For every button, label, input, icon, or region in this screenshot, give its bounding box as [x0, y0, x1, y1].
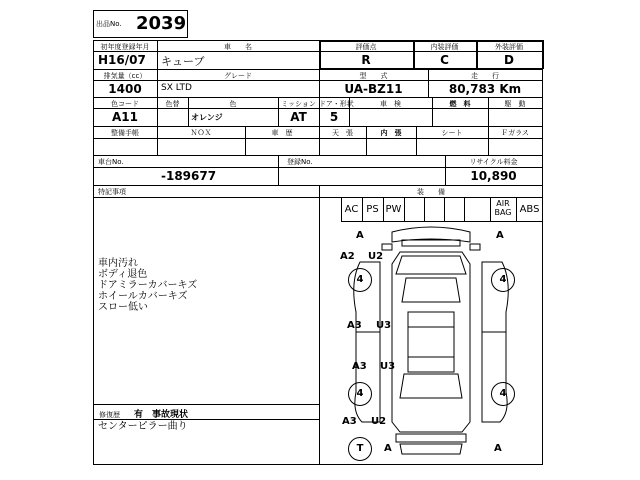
color-value: オレンジ: [191, 113, 223, 122]
first-reg-value: H16/07: [98, 53, 146, 67]
exterior-value: D: [504, 53, 514, 67]
tire-front-left: 4: [348, 268, 372, 292]
interior-lining-label: 内 張: [380, 129, 402, 137]
drive-label: 駆 動: [504, 100, 526, 108]
mileage-label: 走 行: [471, 72, 499, 80]
capacity-label: 車 検: [380, 100, 401, 108]
note-line: ドアミラーカバーキズ: [98, 280, 198, 291]
car-name-value: キューブ: [161, 55, 205, 68]
model-value: UA-BZ11: [344, 82, 403, 96]
exterior-label: 外装評価: [495, 43, 523, 51]
chassis-label: 車台No.: [98, 158, 124, 166]
repair-label: 修復歴: [99, 411, 120, 419]
color-code-value: A11: [112, 110, 138, 124]
repair-notes: センターピラー曲り: [98, 421, 188, 432]
note-line: ホイールカバーキズ: [98, 291, 188, 302]
car-name-label: 車 名: [224, 43, 252, 51]
manual-label: 整備手帳: [111, 129, 139, 137]
registration-label: 登録No.: [287, 158, 313, 166]
interior-value: C: [440, 53, 449, 67]
model-label: 型 式: [359, 72, 388, 80]
mileage-value: 80,783 Km: [448, 82, 522, 96]
interior-label: 内装評価: [430, 43, 459, 51]
repair-value: 有 事故現状: [134, 410, 189, 420]
lot-number: 2039: [136, 13, 187, 34]
f-glass-label: Ｆガラス: [501, 129, 529, 137]
damage-a2: A2: [340, 251, 355, 262]
damage-a3-1: A3: [347, 320, 362, 331]
transmission-label: ミッション: [281, 100, 316, 108]
history-label: 車 歴: [271, 129, 293, 137]
displacement-value: 1400: [108, 82, 142, 96]
damage-a3-2: A3: [352, 361, 367, 372]
trunk-marker: T: [348, 437, 372, 461]
note-line: ボディ退色: [98, 269, 148, 280]
equipment-label: 装 備: [417, 188, 445, 196]
equip-ac: AC: [344, 204, 359, 215]
lot-label: 出品No.: [96, 20, 122, 28]
damage-u3-2: U3: [380, 361, 396, 372]
damage-u3-1: U3: [376, 320, 392, 331]
damage-rear-a1: A: [384, 443, 392, 454]
damage-front-right: A: [496, 230, 504, 241]
chassis-value: -189677: [161, 169, 217, 183]
damage-u2-top: U2: [368, 251, 384, 262]
note-line: 車内汚れ: [98, 258, 138, 269]
recycle-value: 10,890: [470, 169, 517, 183]
displacement-label: 排気量（cc）: [103, 72, 147, 80]
equip-airbag: AIR BAG: [494, 199, 512, 217]
color-code-label: 色コード: [111, 100, 139, 108]
grade-score-value: R: [361, 53, 371, 67]
notes-label: 特記事項: [98, 188, 126, 196]
fuel-label: 燃 料: [449, 100, 471, 108]
tire-rear-left: 4: [348, 382, 372, 406]
doors-label: ドア・形状: [319, 100, 354, 108]
grade-value: SX LTD: [161, 83, 192, 93]
first-reg-label: 初年度登録年月: [100, 43, 150, 51]
damage-u2-bottom: U2: [371, 416, 387, 427]
equip-ps: PS: [366, 204, 379, 215]
transmission-value: AT: [290, 110, 307, 124]
tire-front-right: 4: [491, 268, 515, 292]
doors-value: 5: [329, 110, 339, 124]
color-change-label: 色替: [165, 100, 180, 108]
equip-pw: PW: [385, 204, 402, 215]
nox-label: ＮＯＸ: [190, 129, 212, 137]
seat-label: シート: [441, 129, 463, 137]
damage-front-left: A: [356, 230, 364, 241]
note-line: スロー低い: [98, 302, 148, 313]
color-label: 色: [229, 100, 237, 108]
damage-rear-a2: A: [494, 443, 502, 454]
tire-rear-right: 4: [491, 382, 515, 406]
equip-abs: ABS: [519, 204, 540, 215]
recycle-label: リサイクル料金: [469, 158, 518, 166]
grade-label: グレード: [224, 72, 252, 80]
sunroof-label: 天 張: [332, 129, 353, 137]
damage-a3-3: A3: [342, 416, 357, 427]
grade-score-label: 評価点: [355, 43, 377, 51]
